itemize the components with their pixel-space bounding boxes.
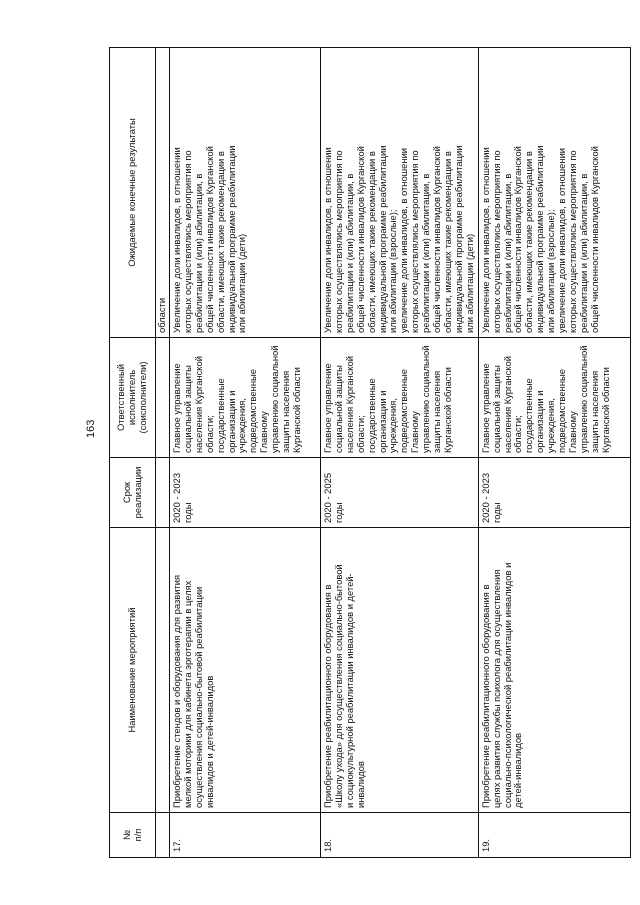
header-period: Срок реализации [110,458,156,528]
row-number: 17. [170,813,321,858]
row-executor: Главное управление социальной защиты населения Курганской области; государственные организации и учреждения, подведомственные Главному управлению социальной защиты населения Курганской области [321,338,479,458]
header-result: Ожидаемые конечные результаты [110,48,156,338]
row-executor: Главное управление социальной защиты населения Курганской области; государственные организации и учреждения, подведомственные Главному управлению социальной защиты населения Курганской области [478,338,630,458]
header-name: Наименование мероприятий [110,528,156,813]
table-header-row [110,48,156,858]
row-result: Увеличение доли инвалидов, в отношении которых осуществлялись мероприятия по реабилитации и (или) абилитации, в общей численности инвалидов Курганской области, имеющих такие рекомендации в индивидуальной программе реабилитации или абилитации (дети) [170,48,321,338]
header-executor: Ответственный исполнитель (соисполнители) [110,338,156,458]
measures-table [109,47,631,858]
continuation-cell-empty [156,528,170,813]
header-num: № п/п [110,813,156,858]
rotated-table-container [109,48,624,858]
continuation-cell-empty [156,813,170,858]
row-number: 18. [321,813,479,858]
row-period: 2020 - 2023 годы [478,458,630,528]
table-row [170,48,321,858]
row-result: Увеличение доли инвалидов, в отношении которых осуществлялись мероприятия по реабилитации и (или) абилитации, в общей численности инвалидов Курганской области, имеющих такие рекомендации в индивидуальной программе реабилитации или абилитации (взрослые); увеличение доли инвалидов, в отношении которых осуществлялись мероприятия по реабилитации и (или) абилитации, в общей численности инвалидов Курганской области, имеющих такие рекомендации в индивидуальной программе реабилитации или абилитации (дети) [321,48,479,338]
row-measure-name: Приобретение реабилитационного оборудования в целях развития службы психолога для осуществления социально-психологической реабилитации инвалидов и детей-инвалидов [478,528,630,813]
row-measure-name: Приобретение реабилитационного оборудования в «Школу ухода» для осуществления социально-бытовой и социокультурной реабилитации инвалидов и детей- инвалидов [321,528,479,813]
row-measure-name: Приобретение стендов и оборудования для развития мелкой моторики для кабинета эрготерапии в целях осуществления социально-бытовой реабилитации инвалидов и детей-инвалидов [170,528,321,813]
continuation-cell-empty [156,458,170,528]
row-period: 2020 - 2023 годы [170,458,321,528]
continuation-cell-empty [156,338,170,458]
row-executor: Главное управление социальной защиты населения Курганской области; государственные организации и учреждения, подведомственные Главному управлению социальной защиты населения Курганской области [170,338,321,458]
row-number: 19. [478,813,630,858]
continuation-cell-text: области [156,48,170,338]
row-period: 2020 - 2025 годы [321,458,479,528]
table-row [478,48,630,858]
table-row [321,48,479,858]
row-result: Увеличение доли инвалидов, в отношении которых осуществлялись мероприятия по реабилитации и (или) абилитации, в общей численности инвалидов Курганской области, имеющих такие рекомендации в индивидуальной программе реабилитации или абилитации (взрослые); увеличение доли инвалидов, в отношении которых осуществлялись мероприятия по реабилитации и (или) абилитации, в общей численности инвалидов Курганской [478,48,630,338]
continuation-row [156,48,170,858]
page-number: 163 [85,419,97,438]
